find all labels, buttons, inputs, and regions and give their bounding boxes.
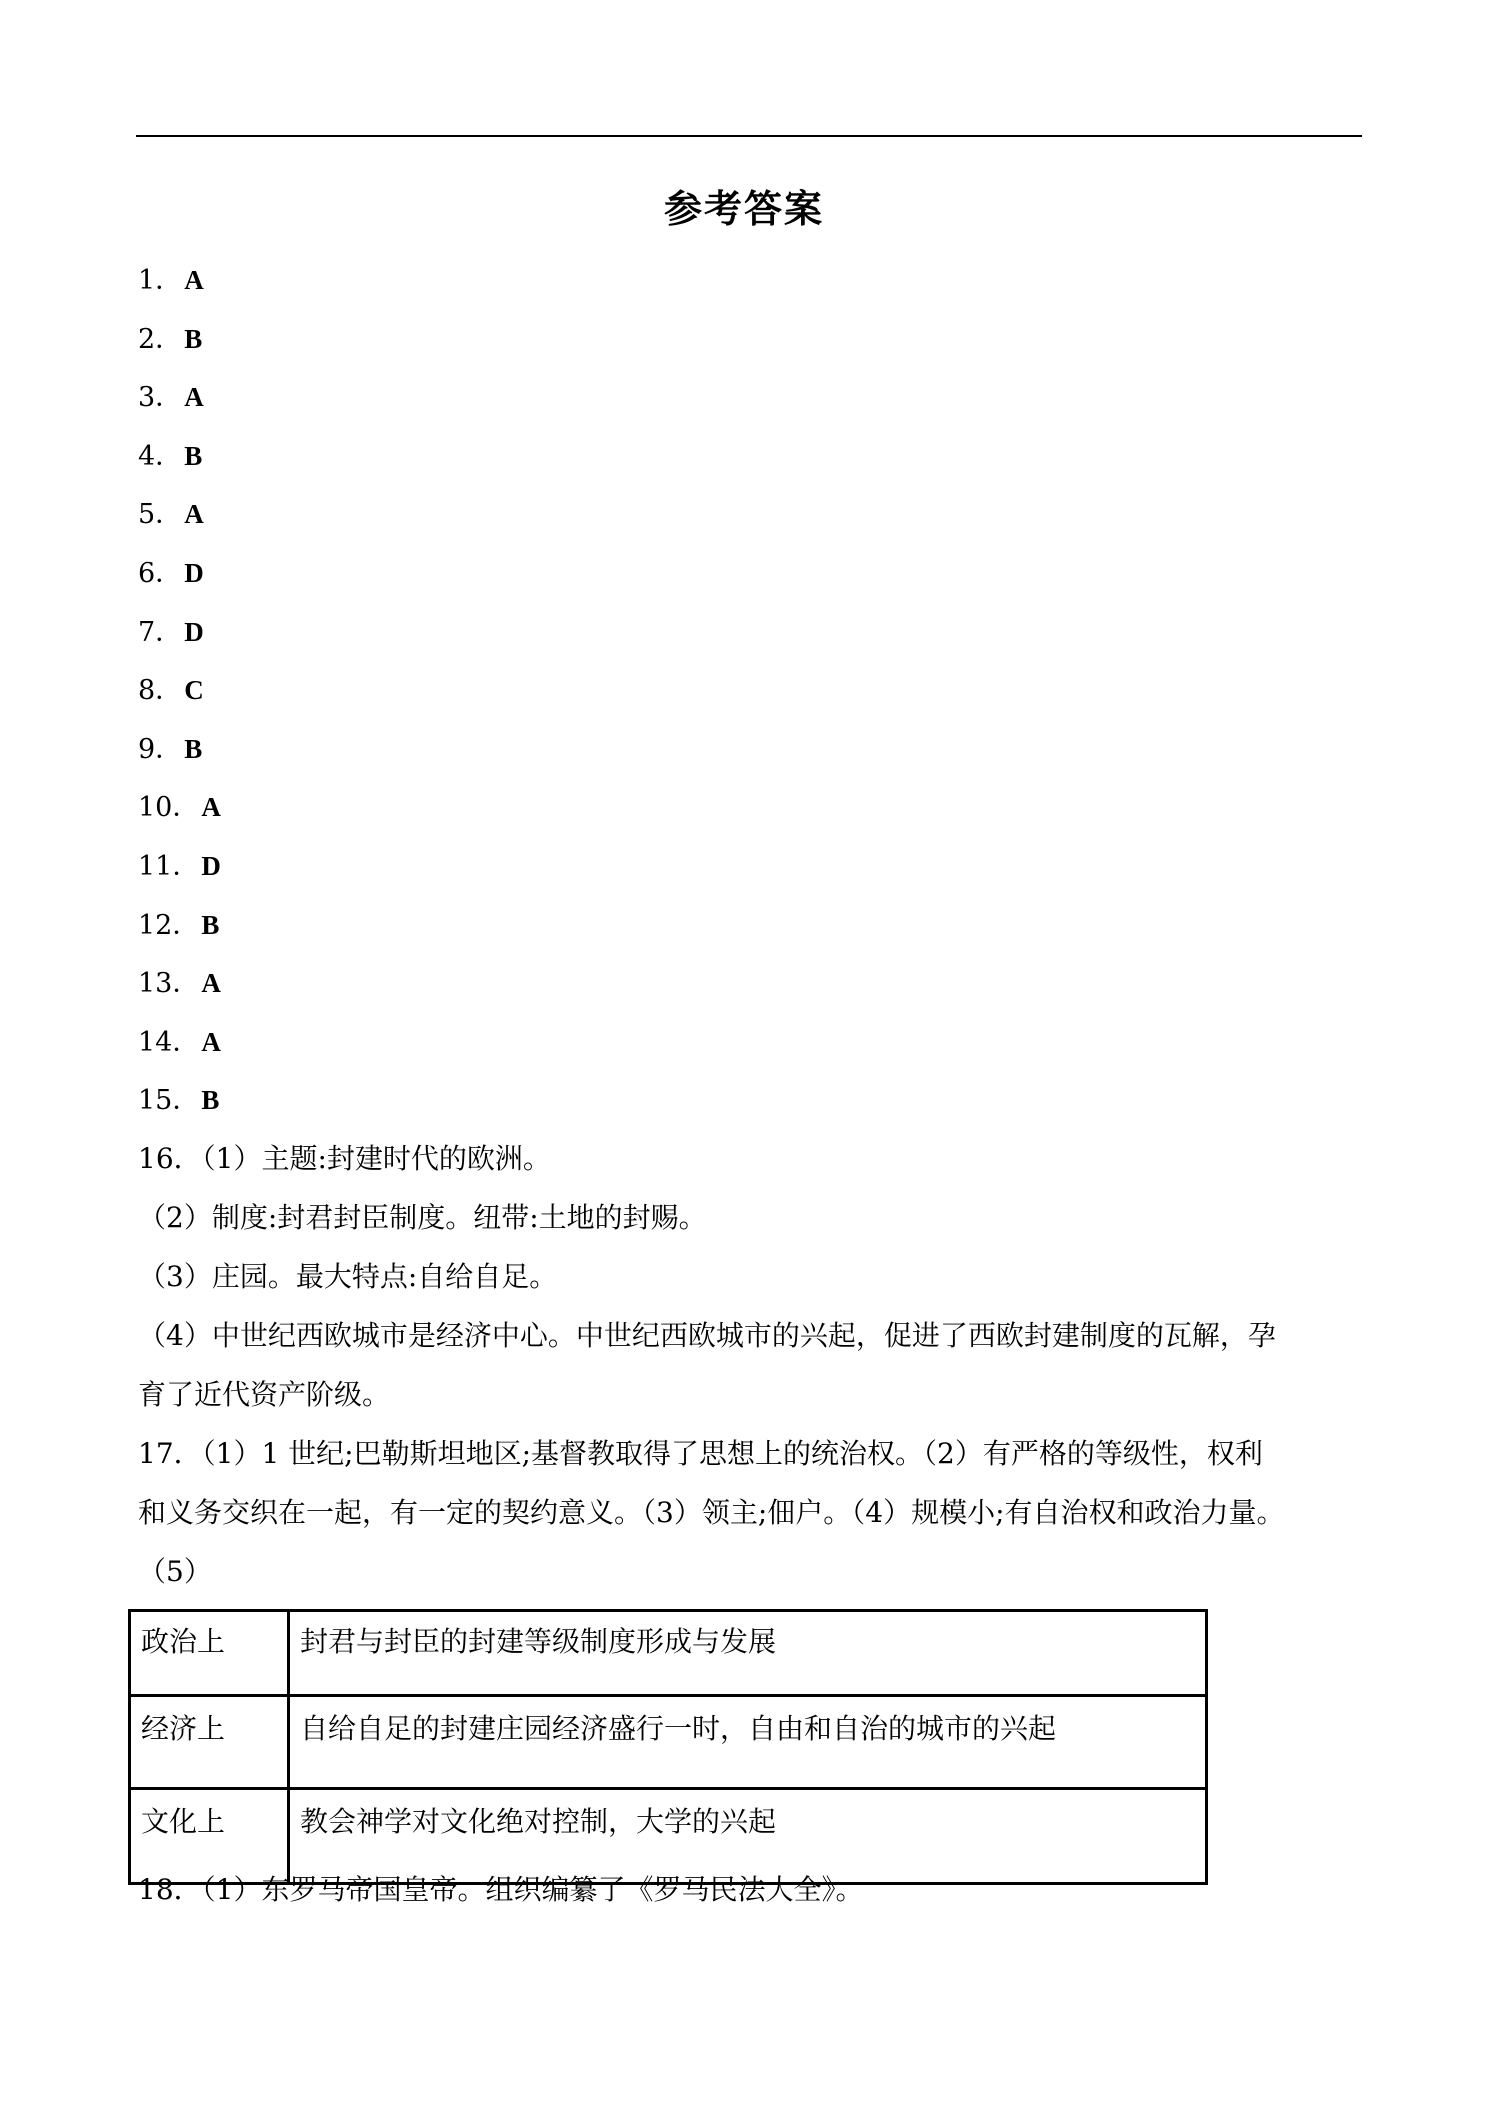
list-item xyxy=(138,1020,221,1079)
question-number: 1． xyxy=(138,265,183,296)
list-item xyxy=(138,434,221,493)
table-row-content: 封君与封臣的封建等级制度形成与发展 xyxy=(289,1611,1207,1696)
q16-line-1: 16．（1）主题:封建时代的欧洲。 xyxy=(138,1142,551,1175)
answer-letter: A xyxy=(184,265,204,295)
page-title: 参考答案 xyxy=(663,187,824,231)
list-item xyxy=(138,317,221,376)
answer-list xyxy=(138,258,221,1137)
list-item xyxy=(138,903,221,962)
table-row-label: 政治上 xyxy=(130,1611,289,1696)
question-number: 9． xyxy=(138,733,183,765)
q16-line-4: （4）中世纪西欧城市是经济中心。中世纪西欧城市的兴起，促进了西欧封建制度的瓦解，孕 xyxy=(138,1319,1276,1352)
answer-letter: B xyxy=(201,1085,220,1116)
header-rule xyxy=(136,135,1362,137)
list-item xyxy=(138,668,221,727)
answer-letter: A xyxy=(184,499,204,530)
list-item xyxy=(138,961,221,1020)
q16-line-3: （3）庄园。最大特点:自给自足。 xyxy=(138,1260,558,1293)
q16-line-5: 育了近代资产阶级。 xyxy=(138,1378,391,1411)
answer-letter: A xyxy=(201,792,221,823)
q16-line-2: （2）制度:封君封臣制度。纽带:土地的封赐。 xyxy=(138,1201,707,1234)
answer-letter: B xyxy=(184,323,203,354)
table-row xyxy=(130,1696,1207,1789)
question-number: 5． xyxy=(138,499,183,531)
answer-letter: A xyxy=(201,1026,221,1057)
question-number: 14． xyxy=(138,1026,200,1058)
question-number: 3． xyxy=(138,382,183,414)
list-item xyxy=(138,785,221,844)
list-item xyxy=(138,375,221,434)
list-item xyxy=(138,727,221,786)
table-row-label: 经济上 xyxy=(130,1696,289,1789)
answer-letter: D xyxy=(184,616,204,647)
question-number: 10． xyxy=(138,792,200,824)
answer-letter: A xyxy=(201,968,221,999)
list-item xyxy=(138,258,221,317)
answer-letter: C xyxy=(184,675,204,706)
summary-table xyxy=(128,1609,1208,1885)
question-number: 6． xyxy=(138,557,183,589)
question-number: 4． xyxy=(138,440,183,472)
answer-letter: B xyxy=(201,909,220,940)
list-item xyxy=(138,844,221,903)
question-number: 2． xyxy=(138,323,183,355)
table-row-content: 自给自足的封建庄园经济盛行一时，自由和自治的城市的兴起 xyxy=(289,1696,1207,1789)
q17-line-3: （5） xyxy=(138,1555,212,1588)
list-item xyxy=(138,610,221,669)
answer-letter: B xyxy=(184,440,203,471)
question-number: 11． xyxy=(138,850,200,882)
question-number: 13． xyxy=(138,968,200,1000)
question-number: 7． xyxy=(138,616,183,648)
table-row-label: 文化上 xyxy=(130,1789,289,1884)
question-number: 8． xyxy=(138,675,183,707)
table-row-content: 教会神学对文化绝对控制，大学的兴起 xyxy=(289,1789,1207,1884)
answer-letter: B xyxy=(184,733,203,764)
list-item xyxy=(138,492,221,551)
list-item xyxy=(138,551,221,610)
question-number: 15． xyxy=(138,1085,200,1117)
q18-line-1: 18．（1）东罗马帝国皇帝。组织编纂了《罗马民法大全》。 xyxy=(138,1873,864,1906)
answer-letter: D xyxy=(201,850,221,881)
answer-letter: D xyxy=(184,557,204,588)
question-number: 12． xyxy=(138,909,200,941)
q17-line-2: 和义务交织在一起，有一定的契约意义。（3）领主;佃户。（4）规模小;有自治权和政治力量。 xyxy=(138,1496,1285,1529)
answer-letter: A xyxy=(184,382,204,413)
list-item xyxy=(138,1078,221,1137)
q17-line-1: 17．（1）1 世纪;巴勒斯坦地区;基督教取得了思想上的统治权。（2）有严格的等级性，权利 xyxy=(138,1437,1263,1470)
table-row xyxy=(130,1611,1207,1696)
